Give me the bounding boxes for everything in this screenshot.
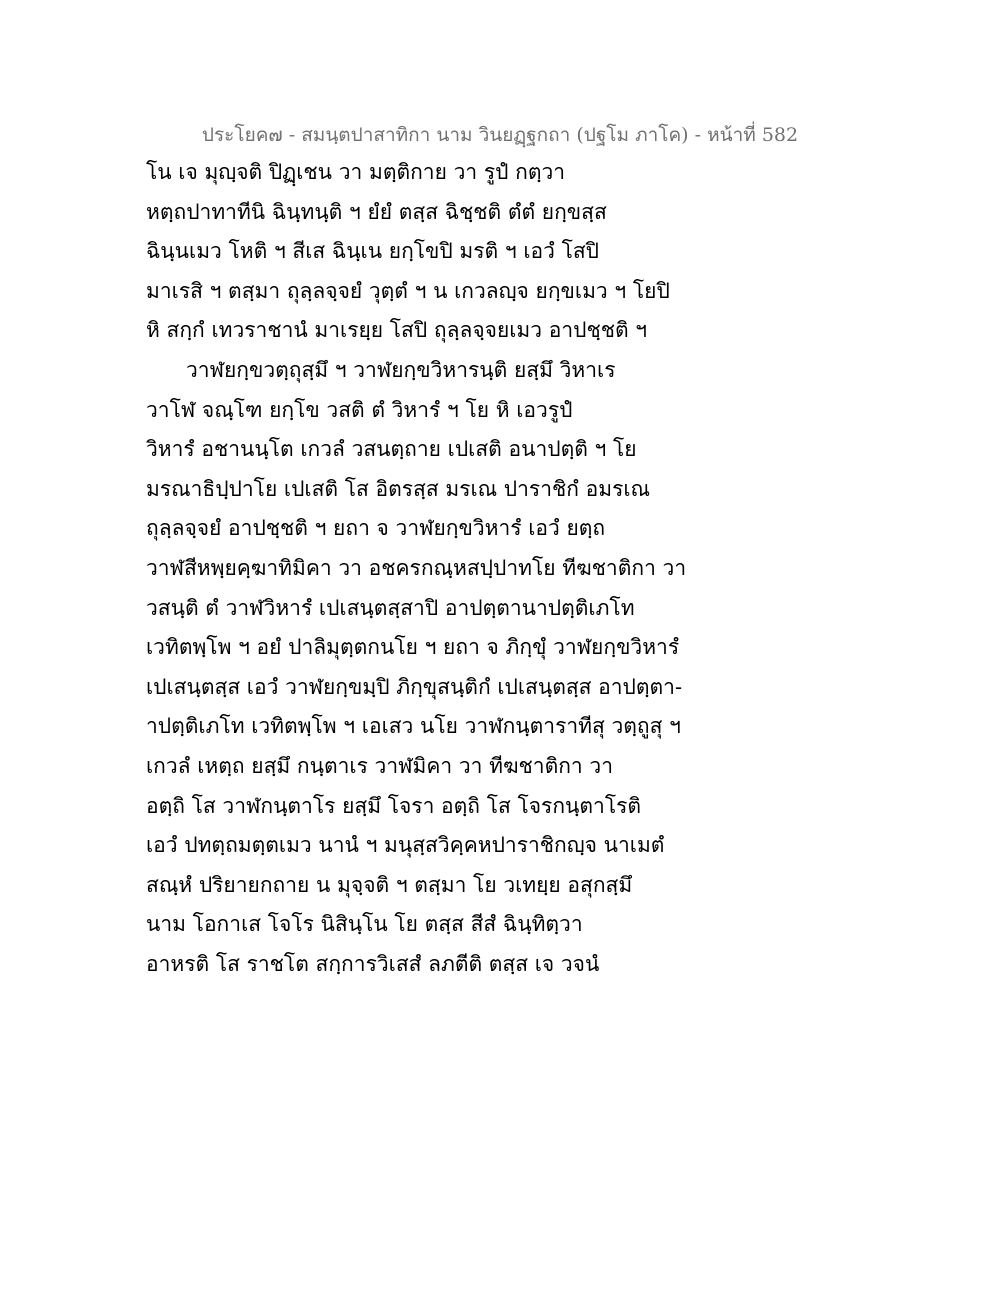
text-line: นาม โอกาเส โจโร นิสินฺโน โย ตสฺส สีสํ ฉินฺทิตฺวา <box>146 912 583 937</box>
text-line: วาฬสีหพฺยคฺฆาทิมิคา วา อชครกณฺหสปฺปาทโย ทีฆชาติกา วา <box>146 555 687 580</box>
text-line: เกวลํ เหตฺถ ยสฺมึ กนฺตาเร วาฬมิคา วา ทีฆชาติกา วา <box>146 753 613 778</box>
text-line: เปเสนฺตสฺส เอวํ วาฬยกฺขมฺปิ ภิกฺขุสนฺติกํ เปเสนฺตสฺส อาปตฺตา- <box>146 674 683 699</box>
text-line: ฉินฺนเมว โหติ ฯ สีเส ฉินฺเน ยกฺโขปิ มรติ ฯ เอวํ โสปิ <box>146 239 600 264</box>
body-text <box>146 153 866 984</box>
text-line: วิหารํ อชานนฺโต เกวลํ วสนตฺถาย เปเสติ อนาปตฺติ ฯ โย <box>146 437 637 462</box>
text-line: วาโฬ จณฺโฑ ยกฺโข วสติ ตํ วิหารํ ฯ โย หิ เอวรูปํ <box>146 397 573 422</box>
text-line: อาหรติ โส ราชโต สกฺการวิเสสํ ลภตีติ ตสฺส เจ วจนํ <box>146 951 600 976</box>
text-line: เอวํ ปทตฺถมตฺตเมว นานํ ฯ มนุสฺสวิคฺคหปาราชิกญฺจ นาเมตํ <box>146 833 665 858</box>
text-line: สณฺหํ ปริยายกถาย น มุจฺจติ ฯ ตสฺมา โย วเทยฺย อสุกสฺมึ <box>146 872 633 897</box>
text-line: วาฬยกฺขวตฺถุสฺมึ ฯ วาฬยกฺขวิหารนฺติ ยสฺมึ วิหาเร <box>186 357 616 382</box>
text-line: หิ สกฺกํ เทวราชานํ มาเรยฺย โสปิ ถุลฺลจฺจยเมว อาปชฺชติ ฯ <box>146 318 648 343</box>
text-line: ถุลฺลจฺจยํ อาปชฺชติ ฯ ยถา จ วาฬยกฺขวิหารํ เอวํ ยตฺถ <box>146 516 606 541</box>
text-line: าปตฺติเภโท เวทิตพฺโพ ฯ เอเสว นโย วาฬกนฺตาราทีสุ วตฺถูสุ ฯ <box>146 714 681 739</box>
text-line: มรณาธิปฺปาโย เปเสติ โส อิตรสฺส มรเณ ปาราชิกํ อมรเณ <box>146 476 651 501</box>
page-header: ประโยค๗ - สมนฺตปาสาทิกา นาม วินยฏฺฐกถา (ปฐโม ภาโค) - หน้าที่ 582 <box>201 124 799 146</box>
text-line: โน เจ มุญฺจติ ปิฏฺเชน วา มตฺติกาย วา รูปํ กตฺวา <box>146 160 566 184</box>
text-line: หตฺถปาทาทีนิ ฉินฺทนฺติ ฯ ยํยํ ตสฺส ฉิชฺชติ ตํตํ ยกฺขสฺส <box>146 199 607 224</box>
text-line: อตฺถิ โส วาฬกนฺตาโร ยสฺมึ โจรา อตฺถิ โส โจรกนฺตาโรติ <box>146 793 642 818</box>
text-line: มาเรสิ ฯ ตสฺมา ถุลฺลจฺจยํ วุตฺตํ ฯ น เกวลญฺจ ยกฺขเมว ฯ โยปิ <box>146 278 670 303</box>
text-line: เวทิตพฺโพ ฯ อยํ ปาลิมุตฺตกนโย ฯ ยถา จ ภิกฺขุํ วาฬยกฺขวิหารํ <box>146 635 680 660</box>
text-line: วสนฺติ ตํ วาฬวิหารํ เปเสนฺตสฺสาปิ อาปตฺตานาปตฺติเภโท <box>146 595 635 620</box>
